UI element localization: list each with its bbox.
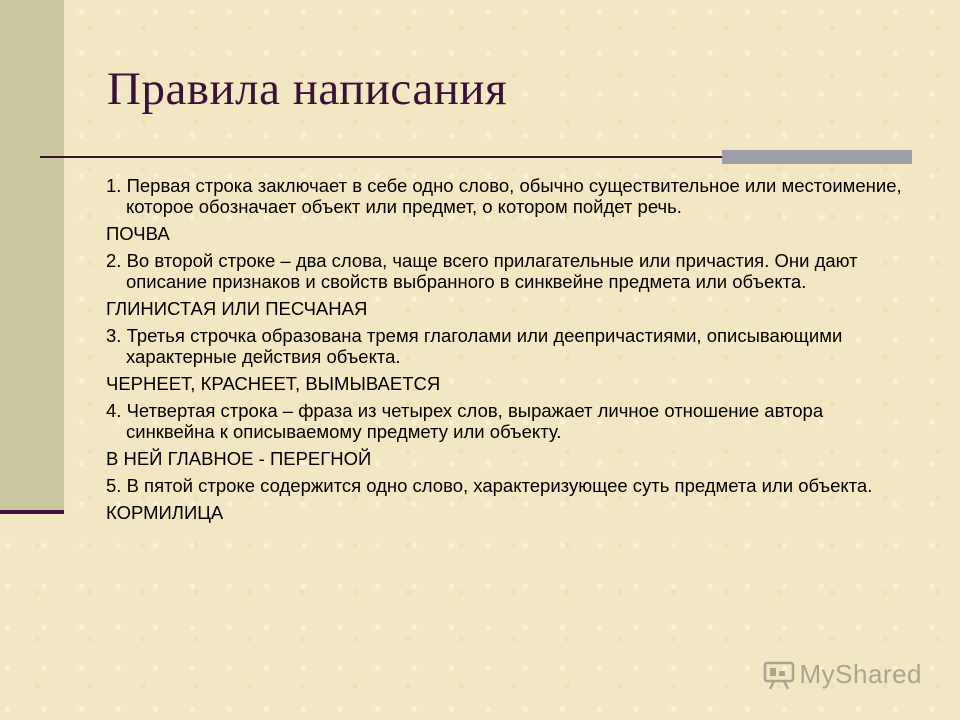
- watermark-text: MyShared: [799, 659, 922, 689]
- rule-1: 1. Первая строка заключает в себе одно слово, обычно существительное или местоимение, которое обозначает объект или предмет, о котором пойдет речь.: [106, 175, 902, 217]
- rule-5: 5. В пятой строке содержится одно слово, характеризующее суть предмета или объекта.: [106, 475, 873, 496]
- left-decorative-bar: [0, 0, 64, 510]
- example-1: ПОЧВА: [106, 223, 170, 244]
- title-underline: [40, 156, 722, 158]
- title-underline-accent: [722, 150, 912, 164]
- watermark: [762, 659, 923, 690]
- slide-title: Правила написания: [107, 63, 508, 115]
- example-2: ГЛИНИСТАЯ ИЛИ ПЕСЧАНАЯ: [106, 298, 368, 319]
- example-4: В НЕЙ ГЛАВНОЕ - ПЕРЕГНОЙ: [106, 448, 372, 469]
- slide-body: [106, 175, 906, 529]
- rule-2: 2. Во второй строке – два слова, чаще всего прилагательные или причастия. Они дают описание признаков и свойств выбранного в синквейне предмета или объекта.: [106, 250, 858, 292]
- left-bar-accent: [0, 510, 64, 514]
- rule-3: 3. Третья строчка образована тремя глаголами или деепричастиями, описывающими характерные действия объекта.: [106, 325, 843, 367]
- example-3: ЧЕРНЕЕТ, КРАСНЕЕТ, ВЫМЫВАЕТСЯ: [106, 373, 441, 394]
- presentation-board-icon: [762, 660, 796, 690]
- rule-4: 4. Четвертая строка – фраза из четырех слов, выражает личное отношение автора синквейна к описываемому предмету или объекту.: [106, 400, 824, 442]
- example-5: КОРМИЛИЦА: [106, 502, 224, 523]
